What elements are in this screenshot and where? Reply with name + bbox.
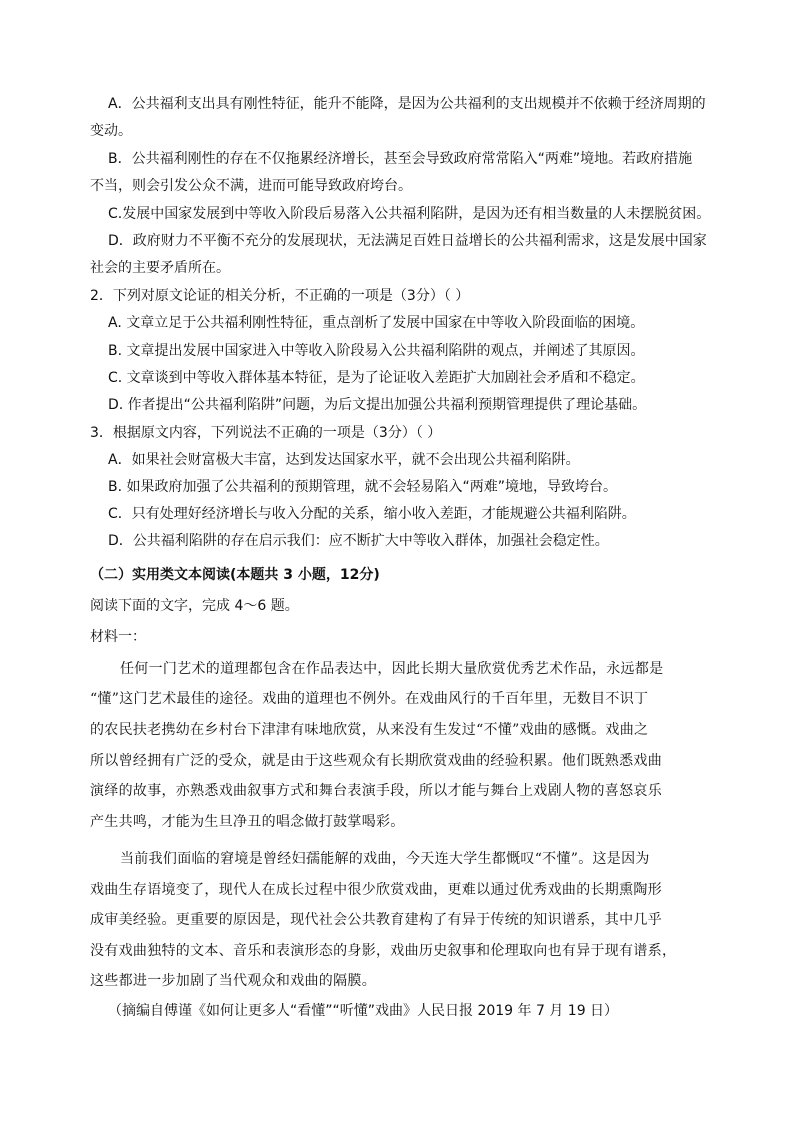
- material1-para2-line3: 成审美经验。更重要的原因是，现代社会公共教育建构了有异于传统的知识谱系，其中几乎: [90, 912, 662, 928]
- material1-para1-line3: 的农民扶老携幼在乡村台下津津有味地欣赏，从来没有生发过“不懂”戏曲的感慨。戏曲之: [90, 722, 649, 738]
- q1-option-a-line2: 变动。: [90, 123, 132, 139]
- material1-para2-line4: 没有戏曲独特的文本、音乐和表演形态的身影，戏曲历史叙事和伦理取向也有异于现有谱系，: [90, 943, 677, 959]
- q3-option-b: B. 如果政府加强了公共福利的预期管理，就不会轻易陷入“两难”境地，导致垮台。: [108, 479, 618, 495]
- material1-para1-line6: 产生共鸣，才能为生旦净丑的唱念做打鼓掌喝彩。: [90, 814, 405, 830]
- material1-para2-line1: 当前我们面临的窘境是曾经妇孺能解的戏曲，今天连大学生都慨叹“不懂”。这是因为: [120, 851, 650, 867]
- q3-option-d: D．公共福利陷阱的存在启示我们：应不断扩大中等收入群体，加强社会稳定性。: [108, 533, 609, 549]
- source-citation: （摘编自傅谨《如何让更多人“看懂”“听懂”戏曲》人民日报 2019 年 7 月 19 日）: [108, 1003, 619, 1019]
- material1-para1-line1: 任何一门艺术的道理都包含在作品表达中，因此长期大量欣赏优秀艺术作品，永远都是: [120, 661, 664, 677]
- q1-option-c-line1: C.发展中国家发展到中等收入阶段后易落入公共福利陷阱，是因为还有相当数量的人未摆脱贫困。: [108, 206, 711, 222]
- q1-option-b-line1: B．公共福利刚性的存在不仅拖累经济增长，甚至会导致政府常常陷入“两难”境地。若政府措施: [108, 151, 693, 167]
- q2-stem: 2．下列对原文论证的相关分析，不正确的一项是（3分）（ ）: [90, 288, 470, 304]
- section-instruction: 阅读下面的文字，完成 4～6 题。: [90, 598, 299, 614]
- q2-option-c: C. 文章谈到中等收入群体基本特征，是为了论证收入差距扩大加剧社会矛盾和不稳定。: [108, 370, 645, 386]
- material-label: 材料一：: [90, 629, 146, 645]
- material1-para1-line4: 所以曾经拥有广泛的受众，就是由于这些观众有长期欣赏戏曲的经验积累。他们既熟悉戏曲: [90, 753, 662, 769]
- q1-option-a-line1: A．公共福利支出具有刚性特征，能升不能降，是因为公共福利的支出规模并不依赖于经济周期的: [108, 96, 706, 112]
- q3-stem: 3．根据原文内容，下列说法不正确的一项是（3分）（ ）: [90, 425, 442, 441]
- q1-option-b-line2: 不当，则会引发公众不满，进而可能导致政府垮台。: [90, 178, 412, 194]
- q2-option-b: B. 文章提出发展中国家进入中等收入阶段易入公共福利陷阱的观点，并阐述了其原因。: [108, 343, 645, 359]
- q3-option-a: A．如果社会财富极大丰富，达到发达国家水平，就不会出现公共福利陷阱。: [108, 452, 580, 468]
- material1-para1-line5: 演绎的故事，亦熟悉戏曲叙事方式和舞台表演手段，所以才能与舞台上戏剧人物的喜怒哀乐: [90, 783, 662, 799]
- q3-option-c: C．只有处理好经济增长与收入分配的关系，缩小收入差距，才能规避公共福利陷阱。: [108, 506, 636, 522]
- q2-option-d: D. 作者提出“公共福利陷阱”问题，为后文提出加强公共福利预期管理提供了理论基础。: [108, 397, 647, 413]
- q1-option-d-line1: D．政府财力不平衡不充分的发展现状，无法满足百姓日益增长的公共福利需求，这是发展中国家: [108, 233, 707, 249]
- material1-para2-line2: 戏曲生存语境变了，现代人在成长过程中很少欣赏戏曲，更难以通过优秀戏曲的长期熏陶形: [90, 882, 662, 898]
- q1-option-d-line2: 社会的主要矛盾所在。: [90, 260, 230, 276]
- section-heading: （二）实用类文本阅读(本题共 3 小题，12分): [90, 567, 380, 583]
- material1-para2-line5: 这些都进一步加剧了当代观众和戏曲的隔膜。: [90, 973, 376, 989]
- material1-para1-line2: “懂”这门艺术最佳的途径。戏曲的道理也不例外。在戏曲风行的千百年里，无数目不识丁: [90, 691, 649, 707]
- q2-option-a: A. 文章立足于公共福利刚性特征，重点剖析了发展中国家在中等收入阶段面临的困境。: [108, 315, 645, 331]
